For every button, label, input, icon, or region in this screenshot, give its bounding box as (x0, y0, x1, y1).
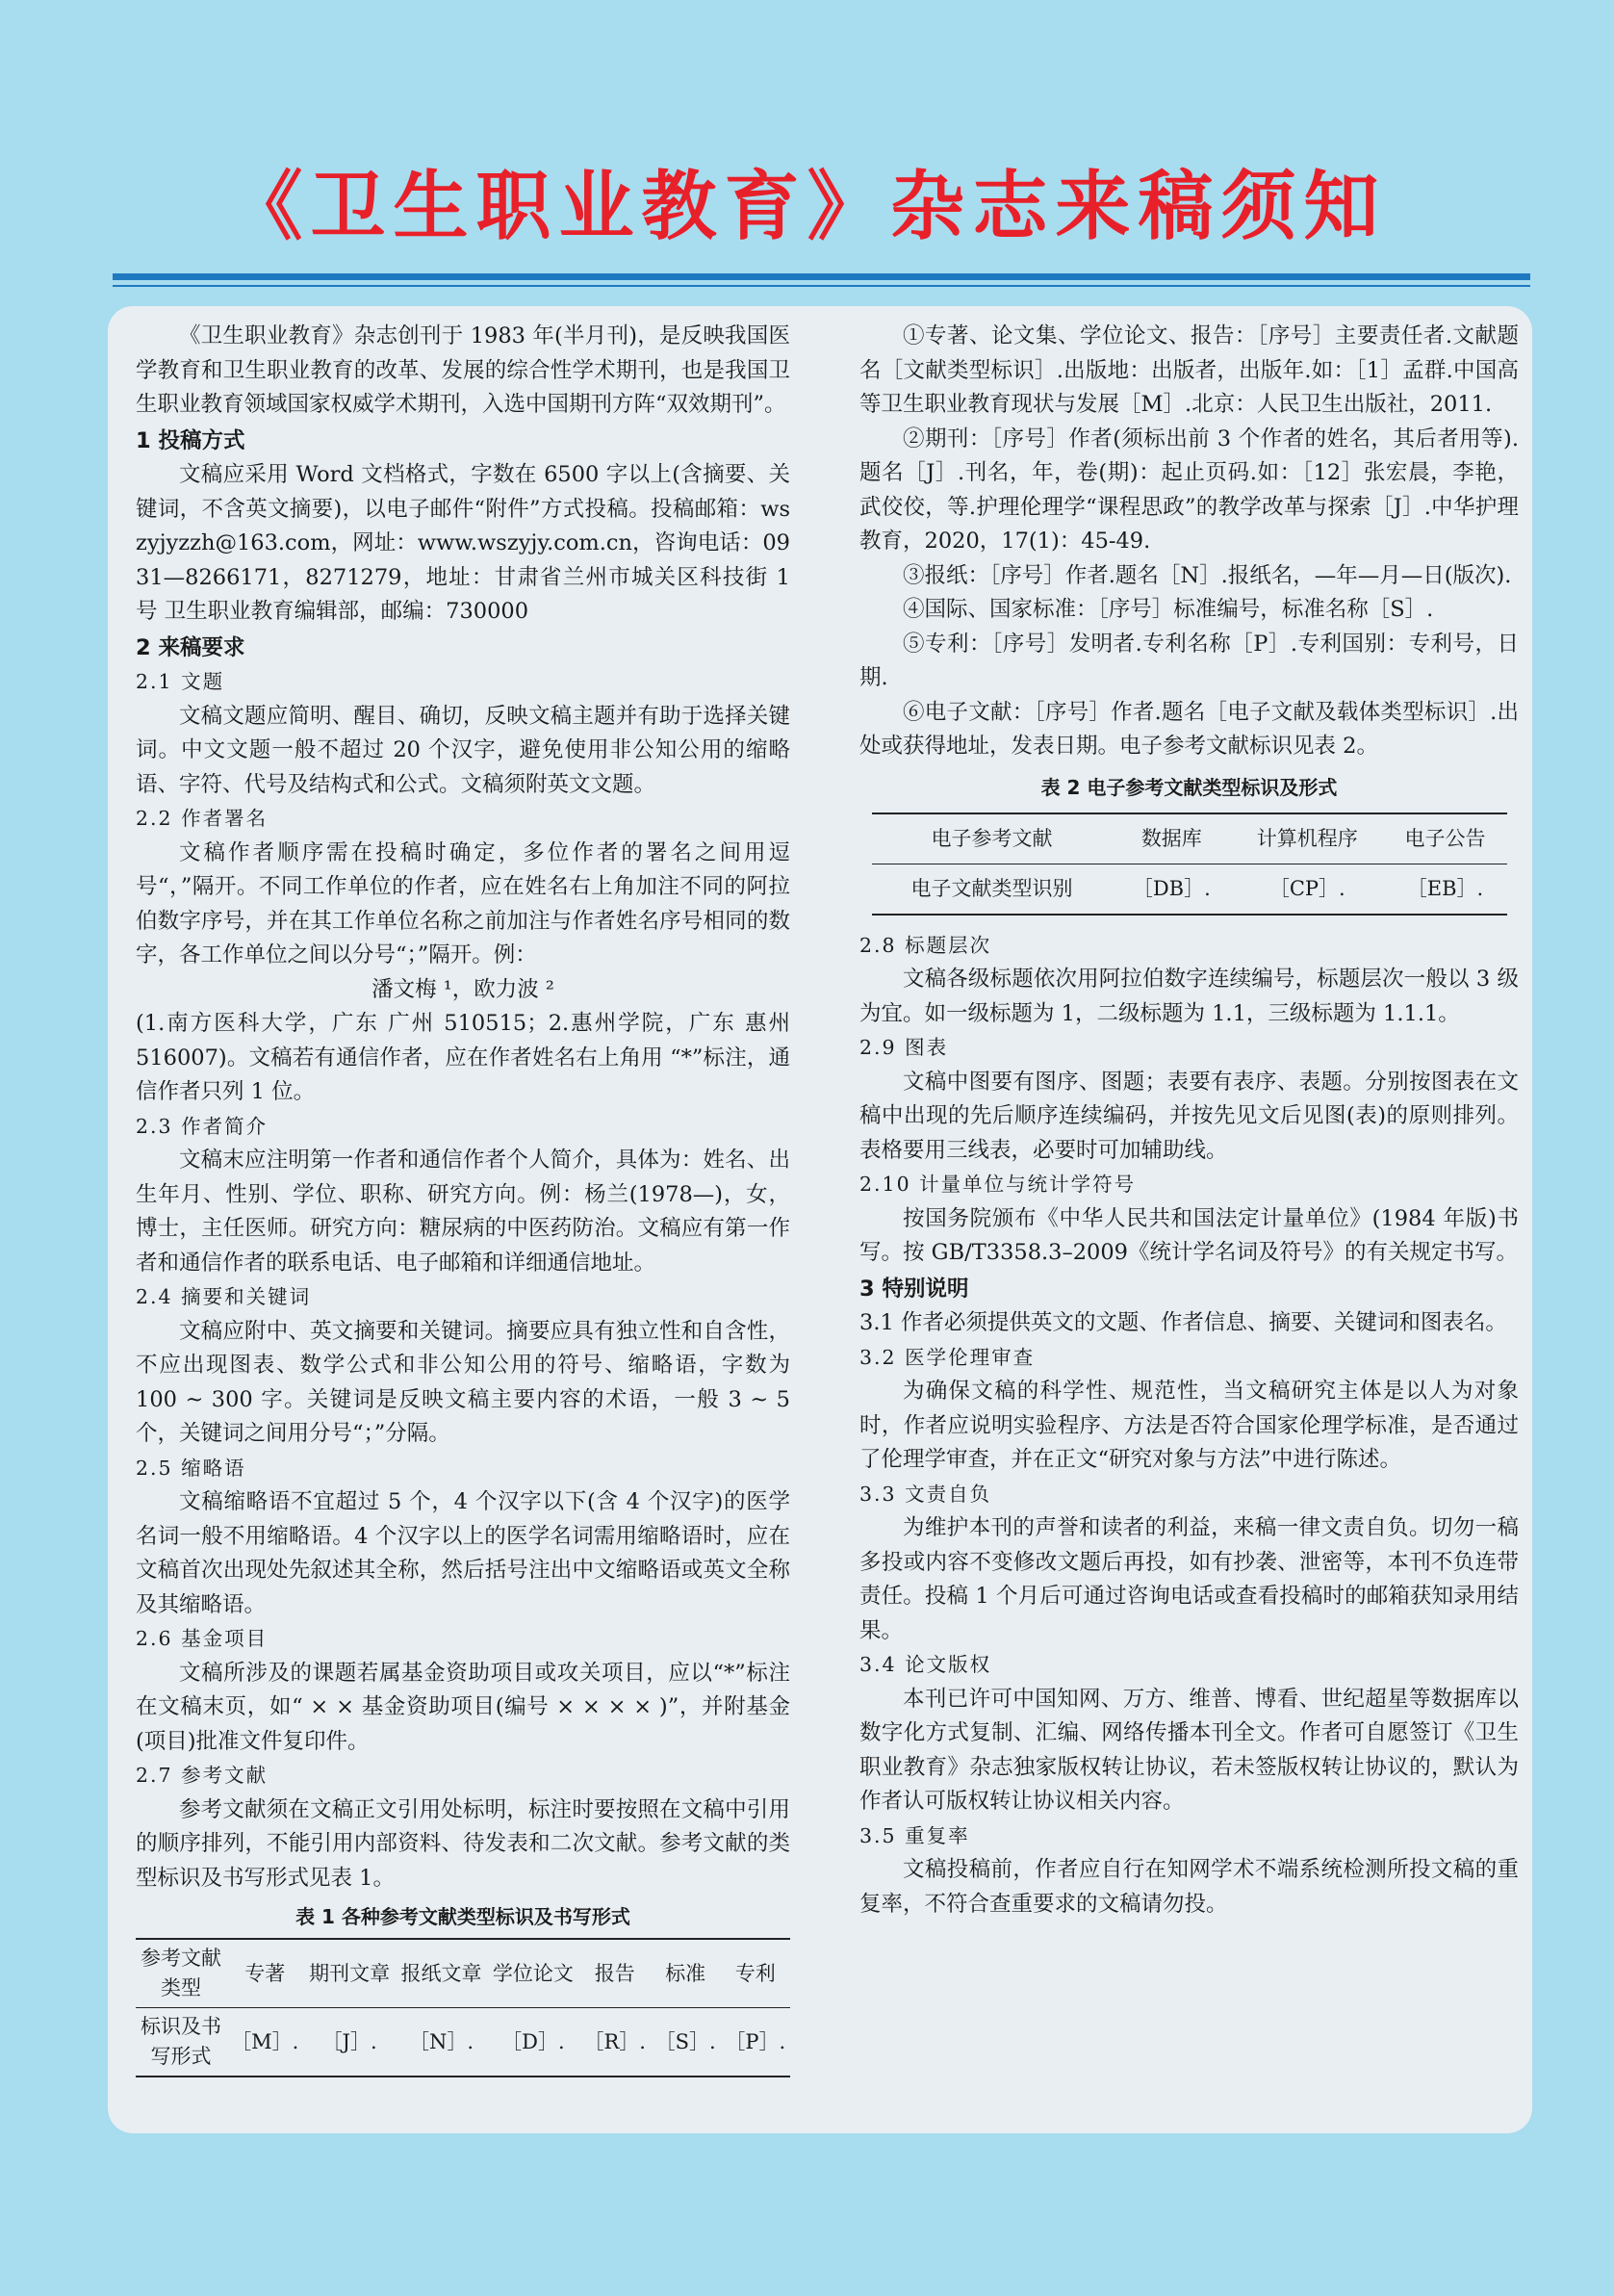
ethics-paragraph: 为确保文稿的科学性、规范性，当文稿研究主体是以人为对象时，作者应说明实验程序、方法是否符合国家伦理学标准，是否通过了伦理学审查，并在正文“研究对象与方法”中进行陈述。 (859, 1379, 1519, 1472)
table-2-header-cell: 数据库 (1113, 813, 1232, 864)
table-1-cell: ［D］. (501, 2029, 565, 2053)
table-1-header-cell: 学位论文 (487, 1939, 578, 2008)
table-2-header-cell: 电子参考文献 (872, 813, 1113, 864)
title-rule-thin (113, 285, 1530, 287)
subsection-2-2-heading: 2.2 作者署名 (136, 807, 269, 830)
page-title: 《卫生职业教育》杂志来稿须知 (227, 163, 1387, 250)
abbreviation-paragraph: 文稿缩略语不宜超过 5 个，4 个汉字以下(含 4 个汉字)的医学名词一般不用缩略语。4 个汉字以上的医学名词需用缩略语时，应在文稿首次出现处先叙述其全称，然后括号注出中文缩略语或英文全称及其缩略语。 (136, 1489, 790, 1617)
duplication-paragraph: 文稿投稿前，作者应自行在知网学术不端系统检测所投文稿的重复率，不符合查重要求的文稿请勿投。 (859, 1857, 1519, 1917)
subsection-2-6-heading: 2.6 基金项目 (136, 1627, 269, 1650)
subsection-3-4-heading: 3.4 论文版权 (859, 1653, 992, 1676)
table-2-caption: 表 2 电子参考文献类型标识及形式 (1040, 775, 1338, 799)
reference-format-2: ②期刊：［序号］作者(须标出前 3 个作者的姓名，其后者用等).题名［J］.刊名，年，卷(期)：起止页码.如：［12］张宏晨，李艳，武佼佼，等.护理伦理学“课程思政”的教学改革与探索［J］.中华护理教育，2020，17(1)：45-49. (859, 426, 1519, 554)
reference-format-4: ④国际、国家标准：［序号］标准编号，标准名称［S］. (903, 597, 1434, 622)
references-paragraph: 参考文献须在文稿正文引用处标明，标注时要按照在文稿中引用的顺序排列，不能引用内部资料、待发表和二次文献。参考文献的类型标识及书写形式见表 1。 (136, 1796, 790, 1891)
section-1-heading: 1 投稿方式 (136, 427, 245, 453)
table-1-cell: ［J］. (321, 2029, 377, 2053)
fund-paragraph: 文稿所涉及的课题若属基金资助项目或攻关项目，应以“*”标注在文稿末页，如“ × × 基金资助项目(编号 × × × × )”，并附基金(项目)批准文件复印件。 (136, 1660, 790, 1754)
subsection-2-7-heading: 2.7 参考文献 (136, 1764, 269, 1787)
table-1-caption: 表 1 各种参考文献类型标识及书写形式 (295, 1905, 630, 1928)
subsection-2-5-heading: 2.5 缩略语 (136, 1456, 246, 1480)
reference-format-6: ⑥电子文献：［序号］作者.题名［电子文献及载体类型标识］.出处或获得地址，发表日期。电子参考文献标识见表 2。 (859, 699, 1519, 759)
table-1-cell: ［P］. (725, 2029, 786, 2053)
table-2-cell: ［CP］. (1268, 876, 1345, 900)
table-2-header-row (872, 813, 1507, 864)
table-1-header-cell: 标准 (651, 1939, 721, 2008)
subsection-2-8-heading: 2.8 标题层次 (859, 933, 992, 957)
reference-format-3: ③报纸：［序号］作者.题名［N］.报纸名，—年—月—日(版次). (903, 562, 1512, 588)
table-2-cell: ［EB］. (1406, 876, 1484, 900)
table-1-header-cell: 期刊文章 (303, 1939, 395, 2008)
authors-paragraph: 文稿作者顺序需在投稿时确定，多位作者的署名之间用逗号“，”隔开。不同工作单位的作者，应在姓名右上角加注不同的阿拉伯数字序号，并在其工作单位名称之前加注与作者姓名序号相同的数字，各工作单位之间以分号“；”隔开。例： (136, 839, 790, 967)
table-1-cell: ［R］. (583, 2029, 646, 2053)
table-2-cell: ［DB］. (1132, 876, 1211, 900)
subsection-3-5-heading: 3.5 重复率 (859, 1823, 970, 1847)
table-1-header-cell: 报告 (579, 1939, 651, 2008)
subsection-3-3-heading: 3.3 文责自负 (859, 1482, 992, 1506)
author-bio-paragraph: 文稿末应注明第一作者和通信作者个人简介，具体为：姓名、出生年月、性别、学位、职称、研究方向。例：杨兰(1978—)，女，博士，主任医师。研究方向：糖尿病的中医药防治。文稿应有第一作者和通信作者的联系电话、电子邮箱和详细通信地址。 (136, 1148, 790, 1276)
table-1-header-cell: 参考文献类型 (136, 1939, 226, 2008)
subsection-2-4-heading: 2.4 摘要和关键词 (136, 1285, 312, 1308)
reference-format-1: ①专著、论文集、学位论文、报告：［序号］主要责任者.文献题名［文献类型标识］.出版地：出版者，出版年.如：［1］孟群.中国高等卫生职业教育现状与发展［M］.北京：人民卫生出版社，2011. (859, 323, 1519, 417)
table-2-header-cell: 电子公告 (1384, 813, 1507, 864)
subsection-3-2-heading: 3.2 医学伦理审查 (859, 1345, 1036, 1369)
section-3-heading: 3 特别说明 (859, 1276, 969, 1302)
right-column (859, 320, 1519, 1922)
title-paragraph: 文稿文题应简明、醒目、确切，反映文稿主题并有助于选择关键词。中文文题一般不超过 20 个汉字，避免使用非公知公用的缩略语、字符、代号及结构式和公式。文稿须附英文文题。 (136, 703, 790, 797)
table-1-header-cell: 专利 (721, 1939, 790, 2008)
table-2 (872, 813, 1507, 916)
abstract-paragraph: 文稿应附中、英文摘要和关键词。摘要应具有独立性和自含性，不应出现图表、数学公式和非公知公用的符号、缩略语，字数为 100 ~ 300 字。关键词是反映文稿主要内容的术语，一般 3 ~ 5 个，关键词之间用分号“；”分隔。 (136, 1318, 790, 1446)
table-1-header-row (136, 1939, 790, 2008)
authors-example: 潘文梅 ¹，欧力波 ² (371, 976, 554, 1002)
units-paragraph: 按国务院颁布《中华人民共和国法定计量单位》(1984 年版)书写。按 GB/T3358.3–2009《统计学名词及符号》的有关规定书写。 (859, 1205, 1519, 1265)
subsection-3-1: 3.1 作者必须提供英文的文题、作者信息、摘要、关键词和图表名。 (859, 1310, 1507, 1335)
intro-paragraph: 《卫生职业教育》杂志创刊于 1983 年(半月刊)，是反映我国医学教育和卫生职业教育的改革、发展的综合性学术期刊，也是我国卫生职业教育领域国家权威学术期刊，入选中国期刊方阵“双效期刊”。 (136, 323, 790, 417)
affiliation-paragraph: (1.南方医科大学，广东 广州 510515；2.惠州学院，广东 惠州 516007)。文稿若有通信作者，应在作者姓名右上角用 “*”标注，通信作者只列 1 位。 (136, 1011, 790, 1104)
reference-format-5: ⑤专利：［序号］发明者.专利名称［P］.专利国别：专利号，日期. (859, 631, 1519, 690)
subsection-2-9-heading: 2.9 图表 (859, 1036, 949, 1059)
table-2-header-cell: 计算机程序 (1231, 813, 1383, 864)
subsection-2-1-heading: 2.1 文题 (136, 670, 225, 693)
table-1 (136, 1938, 790, 2077)
copyright-paragraph: 本刊已许可中国知网、万方、维普、博看、世纪超星等数据库以数字化方式复制、汇编、网络传播本刊全文。作者可自愿签订《卫生职业教育》杂志独家版权转让协议，若未签版权转让协议的，默认为作者认可版权转让协议相关内容。 (859, 1686, 1519, 1814)
table-2-cell: 电子文献类型识别 (910, 876, 1073, 900)
table-1-cell: ［M］. (231, 2029, 299, 2053)
table-1-header-cell: 专著 (226, 1939, 303, 2008)
table-1-row (136, 2008, 790, 2077)
table-1-cell: ［N］. (408, 2029, 474, 2053)
table-1-header-cell: 报纸文章 (396, 1939, 487, 2008)
subsection-2-3-heading: 2.3 作者简介 (136, 1114, 269, 1138)
figures-tables-paragraph: 文稿中图要有图序、图题；表要有表序、表题。分别按图表在文稿中出现的先后顺序连续编码，并按先见文后见图(表)的原则排列。表格要用三线表，必要时可加辅助线。 (859, 1069, 1519, 1163)
submission-paragraph: 文稿应采用 Word 文档格式，字数在 6500 字以上(含摘要、关键词，不含英文摘要)，以电子邮件“附件”方式投稿。投稿邮箱：wszyjyzzh@163.com，网址：www.wszyjy.com.cn，咨询电话：0931—8266171，8271279，地址：甘肃省兰州市城关区科技街 1 号 卫生职业教育编辑部，邮编：730000 (136, 462, 790, 624)
subsection-2-10-heading: 2.10 计量单位与统计学符号 (859, 1173, 1137, 1196)
responsibility-paragraph: 为维护本刊的声誉和读者的利益，来稿一律文责自负。切勿一稿多投或内容不变修改文题后再投，如有抄袭、泄密等，本刊不负连带责任。投稿 1 个月后可通过咨询电话或查看投稿时的邮箱获知录用结果。 (859, 1515, 1519, 1643)
table-1-cell: ［S］. (654, 2029, 716, 2053)
section-2-heading: 2 来稿要求 (136, 634, 245, 660)
left-column (136, 320, 790, 2077)
title-rule-thick (113, 273, 1530, 280)
heading-levels-paragraph: 文稿各级标题依次用阿拉伯数字连续编号，标题层次一般以 3 级为宜。如一级标题为 1，二级标题为 1.1，三级标题为 1.1.1。 (859, 967, 1519, 1026)
table-2-row (872, 864, 1507, 915)
table-1-row-label: 标识及书写形式 (141, 2015, 221, 2068)
